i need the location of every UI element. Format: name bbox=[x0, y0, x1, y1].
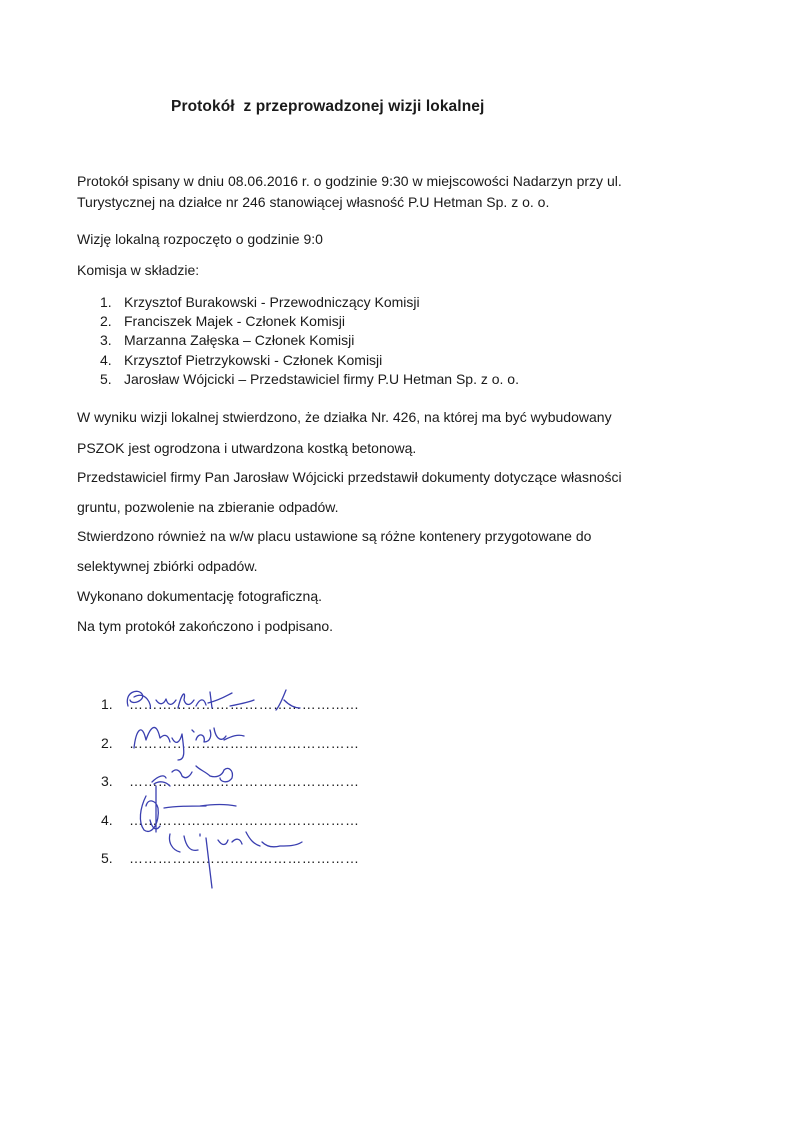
list-number: 5. bbox=[100, 370, 112, 387]
finding-line-2: PSZOK jest ogrodzona i utwardzona kostką betonową. bbox=[77, 440, 417, 456]
signature-dots: ………………………………………… bbox=[129, 734, 360, 751]
signature-number: 5. bbox=[101, 850, 113, 866]
signature-dots: ………………………………………… bbox=[129, 811, 360, 828]
start-time-text: Wizję lokalną rozpoczęto o godzinie 9:0 bbox=[77, 231, 323, 247]
containers-line-1: Stwierdzono również na w/w placu ustawione są różne kontenery przygotowane do bbox=[77, 528, 592, 544]
signature-dots: ………………………………………… bbox=[129, 850, 360, 866]
signature-1 bbox=[127, 690, 300, 710]
finding-line-1: W wyniku wizji lokalnej stwierdzono, że działka Nr. 426, na której ma być wybudowany bbox=[77, 409, 612, 425]
signature-dots: ………………………………………… bbox=[129, 773, 360, 789]
signature-5 bbox=[169, 832, 302, 888]
signature-number: 2. bbox=[101, 734, 113, 751]
list-number: 3. bbox=[100, 332, 112, 349]
intro-line-1: Protokół spisany w dniu 08.06.2016 r. o godzinie 9:30 w miejscowości Nadarzyn przy ul. bbox=[77, 173, 622, 189]
member-name: Franciszek Majek - Członek Komisji bbox=[124, 313, 345, 330]
list-number: 2. bbox=[100, 313, 112, 330]
member-name: Krzysztof Pietrzykowski - Członek Komisji bbox=[124, 351, 383, 368]
signature-3 bbox=[152, 766, 232, 786]
signature-2 bbox=[134, 727, 244, 760]
documents-line-2: gruntu, pozwolenie na zbieranie odpadów. bbox=[77, 499, 339, 515]
member-name: Krzysztof Burakowski - Przewodniczący Komisji bbox=[124, 294, 420, 310]
signature-number: 3. bbox=[101, 773, 113, 789]
intro-line-2: Turystycznej na działce nr 246 stanowiącej własność P.U Hetman Sp. z o. o. bbox=[77, 194, 550, 210]
photo-documentation-text: Wykonano dokumentację fotograficzną. bbox=[77, 588, 323, 604]
signature-dots: ………………………………………… bbox=[129, 696, 360, 712]
commission-label: Komisja w składzie: bbox=[77, 262, 200, 278]
signature-number: 1. bbox=[101, 696, 113, 712]
closing-text: Na tym protokół zakończono i podpisano. bbox=[77, 618, 334, 634]
containers-line-2: selektywnej zbiórki odpadów. bbox=[77, 558, 258, 574]
document-title: Protokół z przeprowadzonej wizji lokalnej bbox=[171, 98, 485, 115]
list-number: 4. bbox=[100, 351, 112, 368]
member-name: Jarosław Wójcicki – Przedstawiciel firmy P.U Hetman Sp. z o. o. bbox=[124, 370, 519, 387]
list-number: 1. bbox=[100, 294, 112, 310]
signature-4 bbox=[140, 786, 236, 832]
member-name: Marzanna Załęska – Członek Komisji bbox=[124, 332, 355, 349]
documents-line-1: Przedstawiciel firmy Pan Jarosław Wójcicki przedstawił dokumenty dotyczące własności bbox=[77, 469, 622, 485]
signature-number: 4. bbox=[101, 811, 113, 828]
